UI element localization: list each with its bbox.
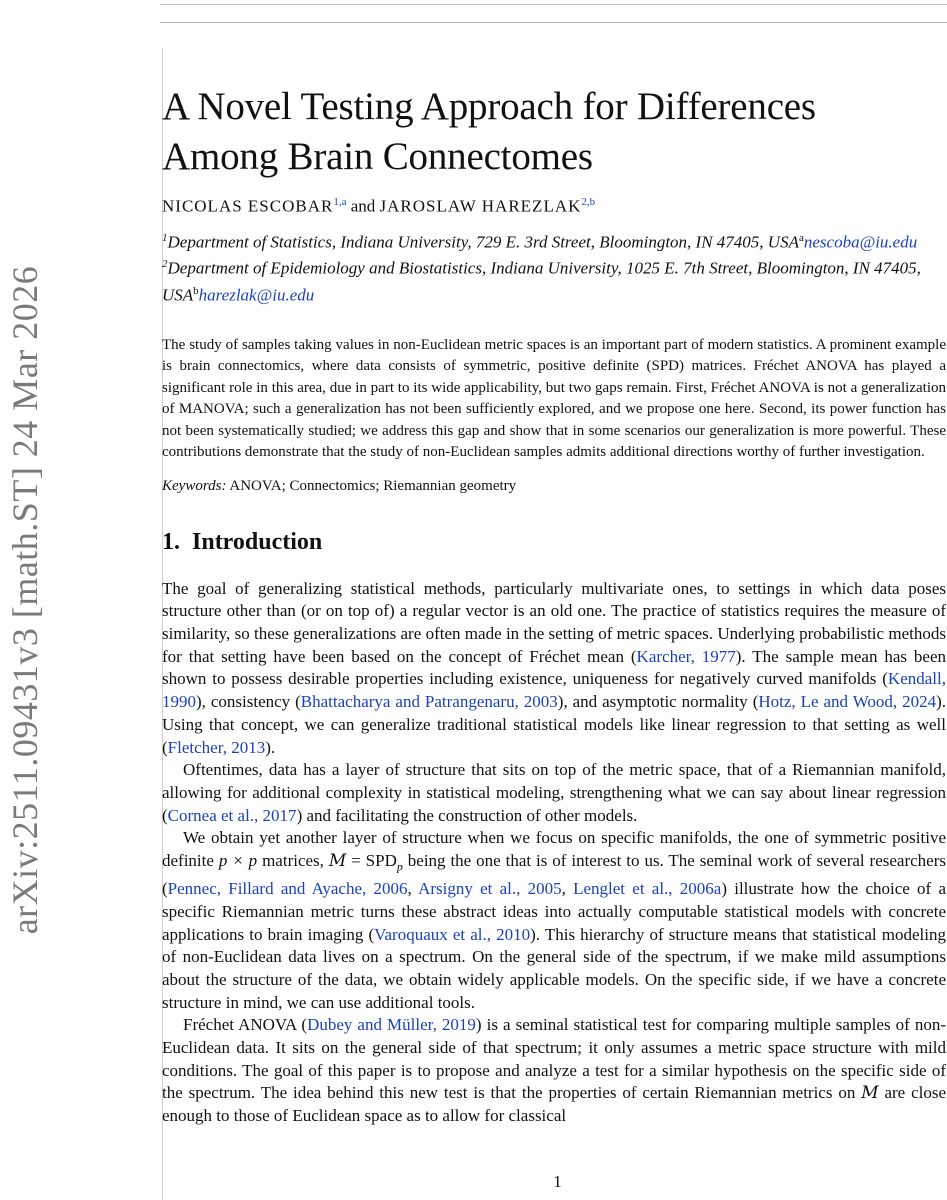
section-number: 1.	[162, 528, 180, 555]
paper-title	[162, 82, 946, 182]
section-heading	[162, 529, 946, 556]
arxiv-sidebar	[0, 255, 50, 945]
title-line-1: A Novel Testing Approach for Differences	[162, 85, 816, 128]
arxiv-identifier: arXiv:2511.09431v3 [math.ST] 24 Mar 2026	[5, 265, 45, 935]
text-run: = SPD	[346, 851, 397, 871]
citation-dubey-muller[interactable]: Dubey and Müller, 2019	[307, 1015, 476, 1035]
affiliation-1	[162, 227, 946, 254]
text-run: matrices,	[257, 851, 329, 871]
citation-lenglet[interactable]: Lenglet et al., 2006a	[573, 879, 722, 899]
aff-2-number: 2	[162, 258, 168, 271]
aff-2-text: Department of Epidemiology and Biostatistics, Indiana University, 1025 E. 7th Street, Bloomington, IN 47405, USA	[162, 258, 921, 305]
author-conjunction: and	[346, 196, 380, 216]
affiliations	[162, 227, 946, 307]
author-escobar: NICOLAS ESCOBAR	[162, 196, 334, 216]
citation-karcher[interactable]: Karcher, 1977	[636, 646, 736, 666]
citation-bhattacharya[interactable]: Bhattacharya and Patrangenaru, 2003	[300, 692, 558, 712]
text-run: ) illustrate how the choice of a specific Riemannian metric turns these abstract ideas into actually computable statistical models with concrete applications to brain imaging (	[162, 879, 947, 944]
paragraph-2	[162, 759, 946, 827]
page-number-text: 1	[553, 1172, 562, 1191]
email-harezlak-link[interactable]: harezlak@iu.edu	[198, 285, 315, 305]
text-run: ). This hierarchy of structure means that statistical modeling of non-Euclidean data lives on a spectrum. On the general side of the spectrum, if we make mild assumptions about the structure of the data, we obtain widely applicable models. On the specific side, if we have a concrete structure in mind, we can use additional tools.	[162, 924, 946, 1012]
page-number	[0, 1172, 947, 1192]
text-run: ) and facilitating the construction of other models.	[296, 805, 638, 825]
text-run: ,	[407, 879, 419, 899]
text-run: ) is a seminal statistical test for comparing multiple samples of non-Euclidean data. It sits on the general side of that spectrum; it only assumes a metric space structure with mild conditions. The goal of this paper is to propose and analyze a test for a similar hypothesis on the specific side of the spectrum. The idea behind this new test is that the properties of certain Riemannian metrics on	[162, 1015, 946, 1103]
text-run: ).	[265, 737, 276, 757]
math-p-times-p: p × p	[218, 851, 258, 871]
author-list	[162, 196, 946, 217]
abstract: The study of samples taking values in non-Euclidean metric spaces is an important part of modern statistics. A prominent example is brain connectomics, where data consists of symmetric, positive definite (SPD) matrices. Fréchet ANOVA has played a significant role in this area, due in part to its wide applicability, but two gaps remain. First, Fréchet ANOVA is not a generalization of MANOVA; such a generalization has not been sufficiently explored, and we propose one here. Second, its power function has not been systematically studied; we address this gap and show that in some scenarios our generalization is more powerful. These contributions demonstrate that the study of non-Euclidean samples admits additional directions worthy of further investigation.	[162, 336, 946, 461]
paper-content	[162, 82, 946, 1128]
text-run: We obtain yet another layer of structure when we focus on specific manifolds, the one of symmetric positive definite	[162, 828, 946, 871]
header-rule-bottom	[160, 22, 947, 23]
paragraph-1	[162, 578, 946, 760]
text-run: are close enough to those of Euclidean space as to allow for classical	[162, 1083, 946, 1126]
aff-1-text: Department of Statistics, Indiana University, 729 E. 3rd Street, Bloomington, IN 47405, USA	[167, 232, 799, 252]
text-run: ). The sample mean has been shown to possess desirable properties including existence, uniqueness for negatively curved manifolds (	[162, 646, 946, 689]
citation-kendall[interactable]: Kendall, 1990	[162, 669, 946, 712]
author-1-marker[interactable]: 1,a	[333, 196, 347, 208]
paragraph-4	[162, 1014, 946, 1128]
citation-fletcher[interactable]: Fletcher, 2013	[167, 737, 266, 757]
citation-pennec[interactable]: Pennec, Fillard and Ayache, 2006	[167, 879, 408, 899]
section-body	[162, 578, 946, 1128]
keywords	[162, 478, 946, 495]
title-line-2: Among Brain Connectomes	[162, 135, 593, 178]
affiliation-2	[162, 253, 946, 306]
keywords-label: Keywords:	[162, 477, 227, 494]
text-run: ), consistency (	[196, 692, 301, 712]
aff-1-mark: a	[798, 231, 804, 244]
aff-2-mark: b	[193, 284, 199, 297]
math-manifold-M: M	[328, 851, 347, 872]
citation-hotz[interactable]: Hotz, Le and Wood, 2024	[758, 692, 937, 712]
citation-arsigny[interactable]: Arsigny et al., 2005	[418, 879, 562, 899]
text-run: Fréchet ANOVA (	[183, 1015, 308, 1035]
text-run: ). Using that concept, we can generalize traditional statistical models like linear regression to that setting as well (	[162, 692, 946, 757]
email-escobar-link[interactable]: nescoba@iu.edu	[803, 232, 918, 252]
math-manifold-M: M	[861, 1083, 879, 1104]
text-run: being the one that is of interest to us. The seminal work of several researchers (	[162, 851, 946, 899]
header-rule-top	[160, 4, 947, 5]
author-harezlak: JAROSLAW HAREZLAK	[379, 196, 582, 216]
text-run: The goal of generalizing statistical methods, particularly multivariate ones, to settings in which data poses structure other than (or on top of) a regular vector is an old one. The practice of statistics requires the measure of similarity, so these generalizations are often made in the setting of metric spaces. Underlying probabilistic methods for that setting have been based on the concept of Fréchet mean (	[162, 578, 946, 666]
text-run: Oftentimes, data has a layer of structure that sits on top of the metric space, that of a Riemannian manifold, allowing for additional complexity in statistical modeling, strengthening what we can say about linear regression (	[162, 760, 946, 825]
paragraph-3	[162, 827, 946, 1014]
section-title: Introduction	[192, 528, 323, 555]
math-subscript-p: p	[396, 859, 403, 874]
aff-1-number: 1	[162, 231, 168, 244]
author-2-marker[interactable]: 2,b	[581, 196, 596, 208]
citation-varoquaux[interactable]: Varoquaux et al., 2010	[374, 924, 531, 944]
text-run: ), and asymptotic normality (	[557, 692, 759, 712]
text-run: ,	[561, 879, 574, 899]
citation-cornea[interactable]: Cornea et al., 2017	[167, 805, 297, 825]
keywords-list: ANOVA; Connectomics; Riemannian geometry	[226, 477, 517, 494]
